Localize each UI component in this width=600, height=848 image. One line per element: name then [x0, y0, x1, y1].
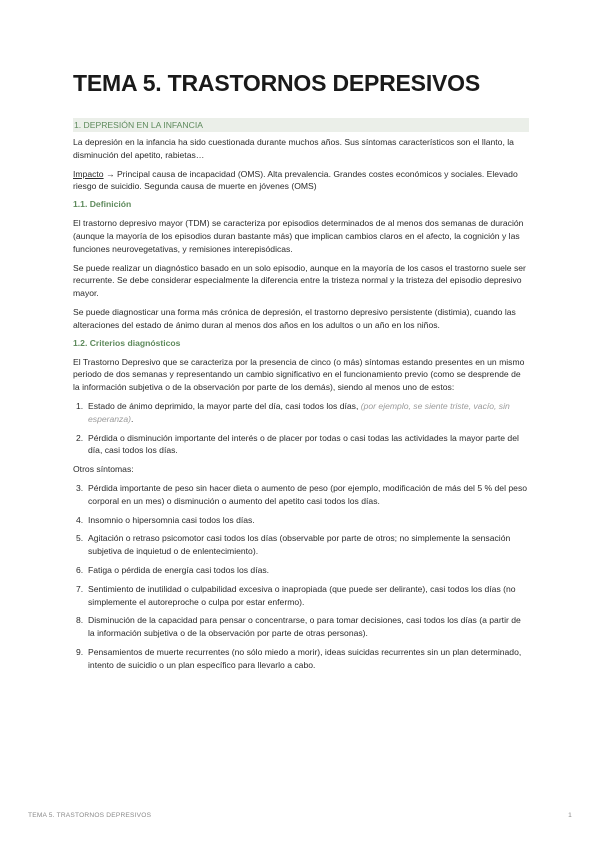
- list-item-text: Insomnio o hipersomnia casi todos los días.: [88, 514, 255, 525]
- arrow-icon: →: [105, 168, 115, 179]
- list-item-end: .: [131, 413, 134, 424]
- list-item: [73, 514, 529, 527]
- list-item: [73, 482, 529, 508]
- list-number: 9.: [76, 646, 84, 657]
- impact-label: Impacto: [73, 168, 104, 179]
- list-number: 8.: [76, 615, 84, 626]
- list-item-text: Disminución de la capacidad para pensar o concentrarse, o para tomar decisiones, casi todos los días (a partir de la información subjetiva o de la observación por parte de otras personas).: [88, 615, 521, 639]
- footer-title: TEMA 5. TRASTORNOS DEPRESIVOS: [28, 812, 152, 819]
- list-item-text: Agitación o retraso psicomotor casi todos los días (observable por parte de otros; no simplemente la sensación subjetiva de inquietud o de enlentecimiento).: [88, 533, 511, 557]
- list-item-text: Fatiga o pérdida de energía casi todos los días.: [88, 564, 270, 575]
- section-heading: [73, 118, 529, 132]
- subheading-criteria: 1.2. Criterios diagnósticos: [73, 337, 181, 348]
- list-item-text: Estado de ánimo deprimido, la mayor parte del día, casi todos los días,: [88, 400, 359, 411]
- definition-paragraph-2: Se puede realizar un diagnóstico basado en un solo episodio, aunque en la mayoría de los casos el trastorno suele ser recurrente. Se debe considerar especialmente la diferencia entre la tristeza normal y la tristeza del episodio depresivo mayor.: [73, 262, 526, 299]
- section-heading-text: 1. DEPRESIÓN EN LA INFANCIA: [74, 120, 203, 130]
- other-symptoms-label: Otros síntomas:: [73, 464, 134, 475]
- list-item-text: Pensamientos de muerte recurrentes (no sólo miedo a morir), ideas suicidas recurrentes sin un plan determinado, intento de suicidio o un plan específico para llevarlo a cabo.: [88, 646, 522, 670]
- list-item: [73, 583, 529, 609]
- list-number: 2.: [76, 432, 84, 443]
- definition-paragraph-1: El trastorno depresivo mayor (TDM) se caracteriza por episodios determinados de al menos dos semanas de duración (aunque la mayoría de los episodios duran bastante más) que implican cambios claros en el afecto, la cognición y las funciones neurovegetativas, y remisiones interepisódicas.: [73, 218, 524, 254]
- list-item: [73, 564, 529, 577]
- list-number: 4.: [76, 514, 84, 525]
- list-item: [73, 614, 529, 640]
- list-item-text: Sentimiento de inutilidad o culpabilidad excesiva o inapropiada (que puede ser delirante), casi todos los días (no simplemente el autoreproche o culpa por estar enfermo).: [88, 583, 516, 607]
- list-number: 7.: [76, 583, 84, 594]
- definition-paragraph-3: Se puede diagnosticar una forma más crónica de depresión, el trastorno depresivo persistente (distimia), cuando las alteraciones del estado de ánimo duran al menos dos años en los adultos o un año en los niños.: [73, 306, 516, 330]
- page-footer: [28, 812, 572, 819]
- list-item: [73, 646, 529, 672]
- page-number: 1: [568, 812, 572, 819]
- subheading-definition: 1.1. Definición: [73, 199, 132, 210]
- intro-paragraph: La depresión en la infancia ha sido cuestionada durante muchos años. Sus síntomas característicos son el llanto, la disminución del apetito, rabietas…: [73, 137, 514, 160]
- page-title: TEMA 5. TRASTORNOS DEPRESIVOS: [73, 70, 480, 96]
- list-item: [73, 432, 529, 458]
- impact-paragraph: [73, 168, 529, 194]
- list-item-text: Pérdida o disminución importante del interés o de placer por todas o casi todas las actividades la mayor parte del día, casi todos los días.: [88, 432, 519, 456]
- list-number: 6.: [76, 564, 84, 575]
- core-symptoms-list: [73, 400, 529, 457]
- list-number: 1.: [76, 400, 84, 411]
- list-item-example: (por ejemplo, se siente triste, vacío, sin esperanza): [88, 400, 510, 424]
- criteria-intro: El Trastorno Depresivo que se caracteriza por la presencia de cinco (o más) síntomas estando presentes en un mismo periodo de dos semanas y representando un cambio significativo en el funcionamiento previo (como se desprende de la información subjetiva o de la observación por parte de los demás), siendo al menos uno de estos:: [73, 356, 525, 393]
- list-number: 5.: [76, 533, 84, 544]
- list-item: [73, 532, 529, 558]
- impact-text: Principal causa de incapacidad (OMS). Alta prevalencia. Grandes costes económicos y sociales. Elevado riesgo de suicidio. Segunda causa de muerte en jóvenes (OMS): [73, 168, 518, 192]
- content-body: [73, 136, 529, 678]
- other-symptoms-list: [73, 482, 529, 672]
- list-item-text: Pérdida importante de peso sin hacer dieta o aumento de peso (por ejemplo, modificación de más del 5 % del peso corporal en un mes) o disminución o aumento del apetito casi todos los días.: [88, 482, 528, 506]
- list-number: 3.: [76, 482, 84, 493]
- list-item: [73, 400, 529, 426]
